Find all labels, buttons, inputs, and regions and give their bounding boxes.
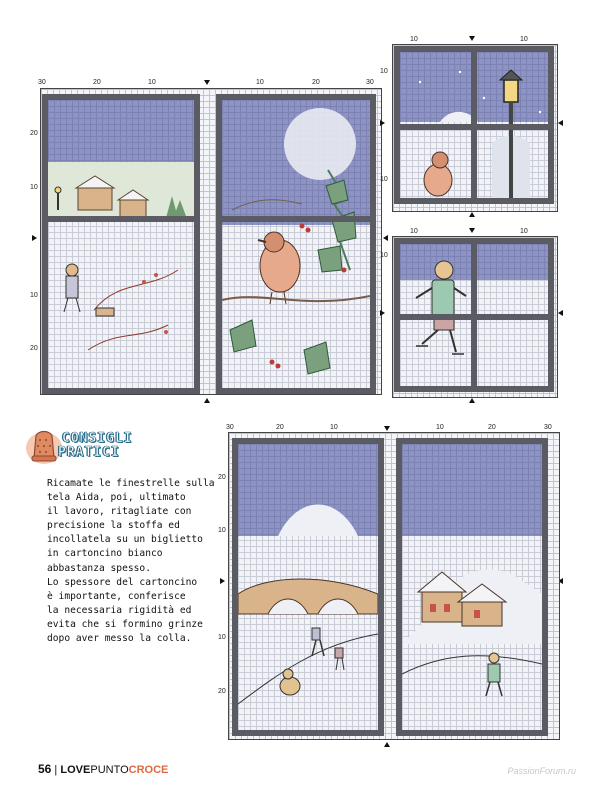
center-arrow-icon: [469, 36, 475, 41]
footer-separator: |: [54, 764, 58, 776]
center-arrow-icon: [469, 228, 475, 233]
center-arrow-icon: [204, 80, 210, 85]
window-skater: [394, 238, 554, 392]
chart-window-lamp-robin: [382, 36, 562, 216]
row-number: 10: [218, 634, 226, 641]
tips-line: evita che si formino grinze: [47, 618, 203, 630]
row-number: 10: [218, 527, 226, 534]
center-arrow-icon: [204, 398, 210, 403]
col-number: 10: [330, 424, 338, 431]
col-number: 30: [366, 79, 374, 86]
tips-line: abbastanza spesso.: [47, 562, 151, 574]
chart-window-skater: [382, 228, 562, 408]
col-number: 10: [520, 36, 528, 43]
window-crossbar: [400, 314, 548, 320]
row-number: 10: [30, 292, 38, 299]
window-winter-village: [42, 94, 200, 394]
window-crossbar: [48, 216, 194, 222]
window-robin-holly: [216, 94, 376, 394]
tips-line: Lo spessore del cartoncino: [47, 576, 198, 588]
village-scene: [48, 100, 194, 390]
window-bridge-skaters: [232, 438, 384, 736]
magazine-name-part: PUNTO: [90, 764, 129, 776]
col-number: 10: [256, 79, 264, 86]
robin-holly-scene: [222, 100, 370, 390]
tips-line: dopo aver messo la colla.: [47, 633, 192, 645]
col-number: 20: [488, 424, 496, 431]
row-number: 20: [30, 130, 38, 137]
col-number: 30: [226, 424, 234, 431]
col-number: 10: [410, 228, 418, 235]
col-number: 10: [520, 228, 528, 235]
magazine-name-part: LOVE: [60, 764, 91, 776]
tips-line: la necessaria rigidità ed: [47, 604, 192, 616]
tips-heading-line: CONSIGLI: [62, 431, 133, 446]
col-number: 10: [436, 424, 444, 431]
col-number: 10: [148, 79, 156, 86]
center-arrow-icon: [469, 398, 475, 403]
center-arrow-icon: [558, 120, 563, 126]
tips-line: è importante, conferisce: [47, 590, 186, 602]
watermark: PassionForum.ru: [507, 766, 576, 776]
center-arrow-icon: [220, 578, 225, 584]
center-arrow-icon: [558, 310, 563, 316]
tips-body: [47, 477, 237, 646]
bridge-scene: [238, 444, 378, 730]
page-footer: [38, 762, 168, 776]
tips-heading: [58, 431, 133, 460]
page-number: 56: [38, 762, 52, 776]
center-arrow-icon: [380, 120, 385, 126]
row-number: 10: [380, 68, 388, 75]
tips-line: in cartoncino bianco: [47, 548, 163, 560]
center-arrow-icon: [32, 235, 37, 241]
row-number: 10: [30, 184, 38, 191]
col-number: 10: [410, 36, 418, 43]
row-number: 10: [380, 176, 388, 183]
tips-line: Ricamate le finestrelle sulla: [47, 478, 215, 489]
window-crossbar: [222, 216, 370, 222]
row-number: 20: [218, 474, 226, 481]
col-number: 20: [276, 424, 284, 431]
tips-line: incollatela su un biglietto: [47, 534, 203, 546]
window-crossbar: [400, 124, 548, 130]
row-number: 10: [380, 252, 388, 259]
chart-window-pair-top-left: [30, 78, 390, 408]
col-number: 20: [93, 79, 101, 86]
tips-heading-line: PRATICI: [58, 445, 120, 460]
row-number: 20: [218, 688, 226, 695]
center-arrow-icon: [469, 212, 475, 217]
center-arrow-icon: [380, 310, 385, 316]
col-number: 30: [38, 79, 46, 86]
tips-line: il lavoro, ritagliate con: [47, 506, 192, 518]
tips-line: precisione la stoffa ed: [47, 520, 180, 532]
window-cottage-skater: [396, 438, 548, 736]
col-number: 30: [544, 424, 552, 431]
cottage-scene: [402, 444, 542, 730]
row-number: 20: [30, 345, 38, 352]
magazine-name-part: CROCE: [128, 764, 169, 776]
center-arrow-icon: [384, 742, 390, 747]
chart-window-pair-bottom: [218, 424, 564, 754]
tips-line: tela Aida, poi, ultimato: [47, 492, 186, 504]
center-arrow-icon: [384, 426, 390, 431]
col-number: 20: [312, 79, 320, 86]
window-lamp: [394, 46, 554, 204]
